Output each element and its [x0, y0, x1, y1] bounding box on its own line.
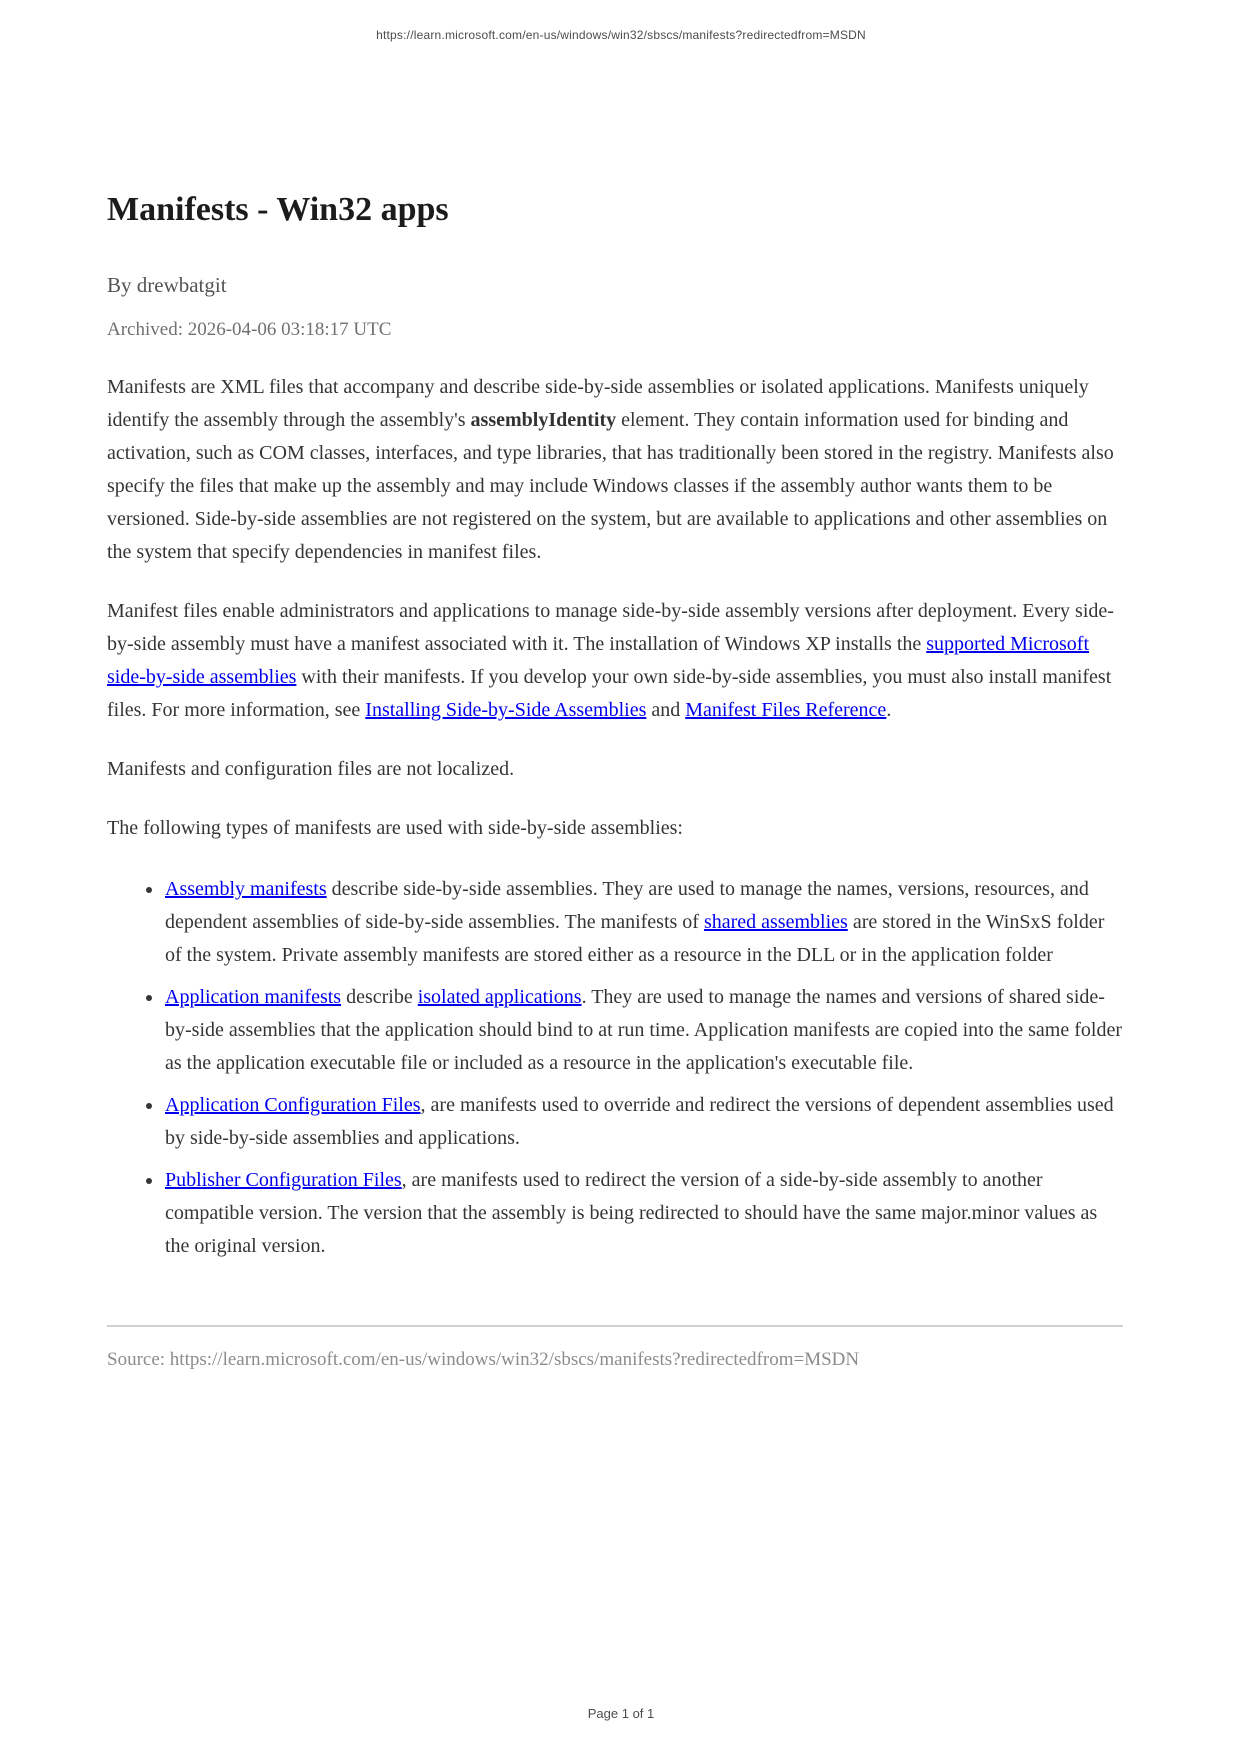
- link[interactable]: Assembly manifests: [165, 878, 327, 900]
- link[interactable]: supported Microsoft side-by-side assemblies: [107, 633, 1090, 688]
- archived-timestamp: Archived: 2026-04-06 03:18:17 UTC: [107, 319, 392, 340]
- text-run: describe: [341, 986, 418, 1008]
- header-url: https://learn.microsoft.com/en-us/windows/win32/sbscs/manifests?redirectedfrom=MSDN: [376, 28, 866, 42]
- text-run: , are manifests used to redirect the version of a side-by-side assembly to another compatible version. The version that the assembly is being redirected to should have the same major.minor values as the original version.: [165, 1169, 1098, 1257]
- paragraph: [107, 371, 1123, 569]
- link[interactable]: Application manifests: [165, 986, 342, 1008]
- text-run: . They are used to manage the names and versions of shared side-by-side assemblies that the application should bind to at run time. Application manifests are copied into the same folder as the application executable file or included as a resource in the application's executable file.: [165, 986, 1122, 1074]
- link[interactable]: Publisher Configuration Files: [165, 1169, 402, 1191]
- text-run: Manifests are XML files that accompany and describe side-by-side assemblies or isolated applications. Manifests uniquely identify the assembly through the assembly's: [107, 376, 1089, 431]
- page-number: Page 1 of 1: [587, 1706, 655, 1721]
- list-item: [164, 1089, 1123, 1155]
- text-run: The following types of manifests are used with side-by-side assemblies:: [107, 817, 683, 839]
- text-run: and: [646, 699, 686, 721]
- paragraph: [107, 595, 1123, 727]
- link[interactable]: isolated applications: [417, 986, 582, 1008]
- page-title: Manifests - Win32 apps: [107, 191, 449, 228]
- byline: By drewbatgit: [107, 273, 227, 297]
- link[interactable]: Installing Side-by-Side Assemblies: [365, 699, 647, 721]
- article: [107, 0, 1123, 1371]
- source-line: Source: https://learn.microsoft.com/en-us/windows/win32/sbscs/manifests?redirectedfrom=MSDN: [107, 1349, 860, 1370]
- list-item: [164, 1164, 1123, 1263]
- text-run: Manifest files enable administrators and applications to manage side-by-side assembly versions after deployment. Every side-by-side assembly must have a manifest associated with it. The installation of Windows XP installs the: [107, 600, 1114, 655]
- text-run: describe side-by-side assemblies. They are used to manage the names, versions, resources, and dependent assemblies of side-by-side assemblies. The manifests of: [165, 878, 1089, 933]
- list-item: [164, 873, 1123, 972]
- article-body: [107, 371, 1123, 845]
- paragraph: [107, 753, 1123, 786]
- text-run: are stored in the WinSxS folder of the system. Private assembly manifests are stored either as a resource in the DLL or in the application folder: [165, 911, 1105, 966]
- text-run: , are manifests used to override and redirect the versions of dependent assemblies used by side-by-side assemblies and applications.: [165, 1094, 1114, 1149]
- bold-text: assemblyIdentity: [470, 409, 617, 431]
- link[interactable]: shared assemblies: [703, 911, 848, 933]
- text-run: element. They contain information used for binding and activation, such as COM classes, interfaces, and type libraries, that has traditionally been stored in the registry. Manifests also specify the files that make up the assembly and may include Windows classes if the assembly author wants them to be versioned. Side-by-side assemblies are not registered on the system, but are available to applications and other assemblies on the system that specify dependencies in manifest files.: [107, 409, 1114, 563]
- bullet-list: [107, 873, 1123, 1263]
- paragraph: [107, 812, 1123, 845]
- text-run: Manifests and configuration files are not localized.: [107, 758, 515, 780]
- text-run: .: [886, 699, 892, 721]
- link[interactable]: Manifest Files Reference: [685, 699, 887, 721]
- list-item: [164, 981, 1123, 1080]
- text-run: with their manifests. If you develop your own side-by-side assemblies, you must also install manifest files. For more information, see: [107, 666, 1112, 721]
- link[interactable]: Application Configuration Files: [165, 1094, 421, 1116]
- divider: [107, 1325, 1123, 1327]
